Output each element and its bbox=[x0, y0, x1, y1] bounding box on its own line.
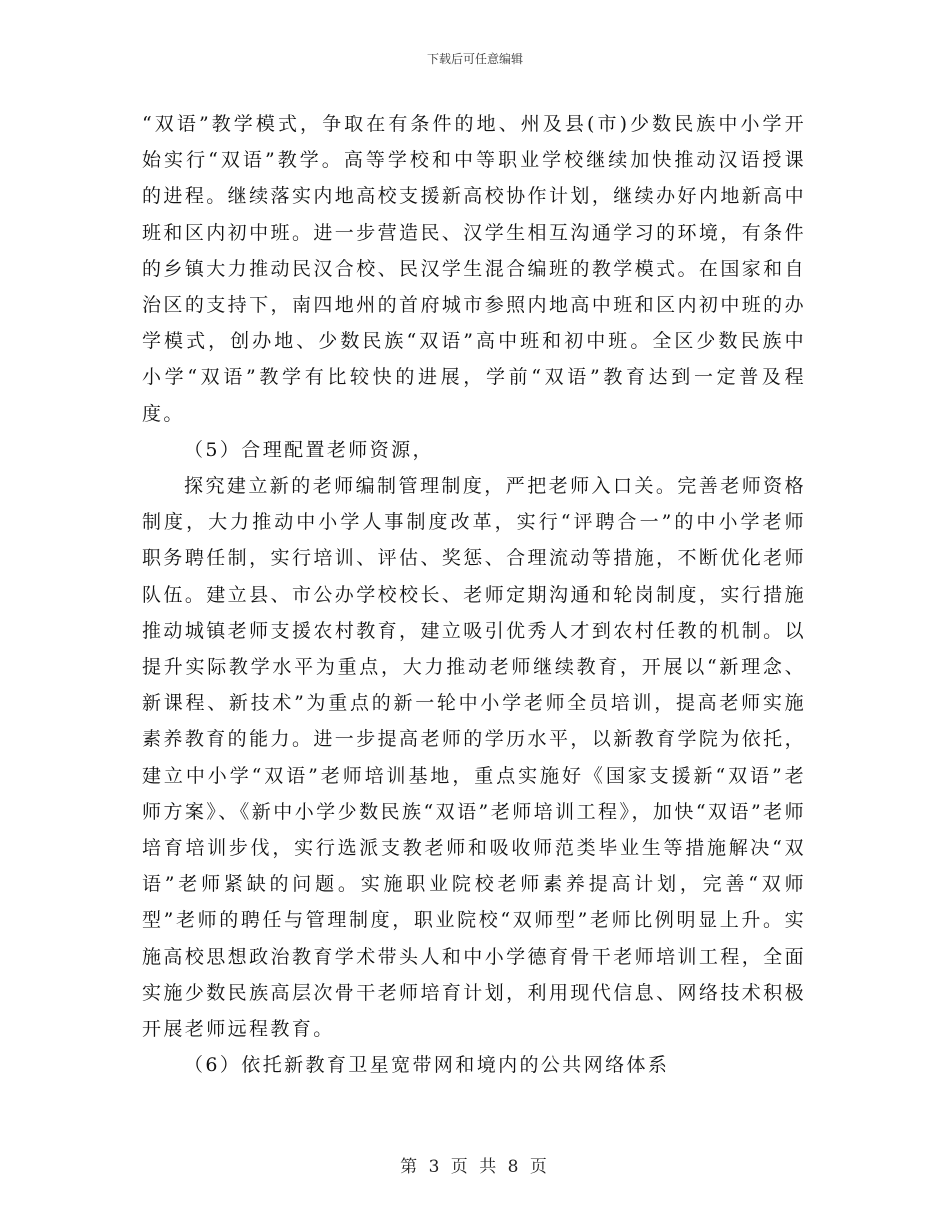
page-footer: 第 3 页 共 8 页 bbox=[400, 1157, 550, 1177]
section-heading-5: （5）合理配置老师资源， bbox=[184, 438, 434, 461]
document-body bbox=[142, 106, 806, 1083]
section-heading-6: （6）依托新教育卫星宽带网和境内的公共网络体系 bbox=[184, 1054, 670, 1077]
paragraph-bilingual-education: “双语”教学模式，争取在有条件的地、州及县(市)少数民族中小学开始实行“双语”教学。高等学校和中等职业学校继续加快推动汉语授课的进程。继续落实内地高校支援新高校协作计划，继续办好内地新高中班和区内初中班。进一步营造民、汉学生相互沟通学习的环境，有条件的乡镇大力推动民汉合校、民汉学生混合编班的教学模式。在国家和自治区的支持下，南四地州的首府城市参照内地高中班和区内初中班的办学模式，创办地、少数民族“双语”高中班和初中班。全区少数民族中小学“双语”教学有比较快的进展，学前“双语”教育达到一定普及程度。 bbox=[142, 113, 806, 425]
page-header: 下载后可任意编辑 bbox=[426, 52, 523, 66]
paragraph-teacher-resources: 探究建立新的老师编制管理制度，严把老师入口关。完善老师资格制度，大力推动中小学人事制度改革，实行“评聘合一”的中小学老师职务聘任制，实行培训、评估、奖惩、合理流动等措施，不断优化老师队伍。建立县、市公办学校校长、老师定期沟通和轮岗制度，实行措施推动城镇老师支援农村教育，建立吸引优秀人才到农村任教的机制。以提升实际教学水平为重点，大力推动老师继续教育，开展以“新理念、新课程、新技术”为重点的新一轮中小学老师全员培训，提高老师实施素养教育的能力。进一步提高老师的学历水平，以新教育学院为依托，建立中小学“双语”老师培训基地，重点实施好《国家支援新“双语”老师方案》、《新中小学少数民族“双语”老师培训工程》，加快“双语”老师培育培训步伐，实行选派支教老师和吸收师范类毕业生等措施解决“双语”老师紧缺的问题。实施职业院校老师素养提高计划，完善“双师型”老师的聘任与管理制度，职业院校“双师型”老师比例明显上升。实施高校思想政治教育学术带头人和中小学德育骨干老师培训工程，全面实施少数民族高层次骨干老师培育计划，利用现代信息、网络技术积极开展老师远程教育。 bbox=[142, 475, 806, 1041]
